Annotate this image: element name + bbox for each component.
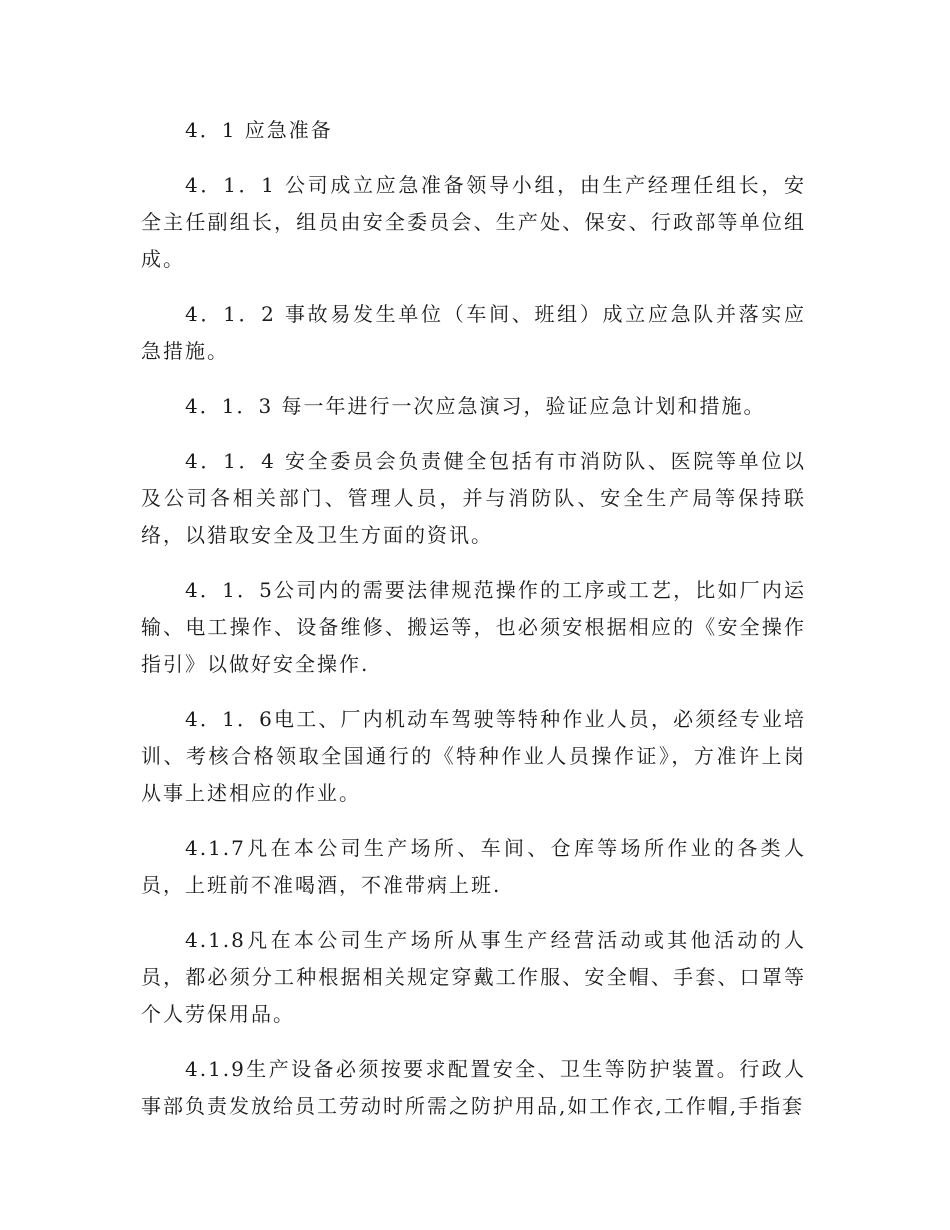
paragraph-4-1-2: 4．1．2 事故易发生单位（车间、班组）成立应急队并落实应急措施。 (141, 302, 806, 363)
paragraph-4-1-5: 4．1．5公司内的需要法律规范操作的工序或工艺，比如厂内运输、电工操作、设备维修、搬运等，也必须安根据相应的《安全操作指引》以做好安全操作. (141, 578, 806, 676)
paragraph-4-1-6: 4．1．6电工、厂内机动车驾驶等特种作业人员，必须经专业培训、考核合格领取全国通行的《特种作业人员操作证》，方准许上岗从事上述相应的作业。 (141, 707, 806, 805)
paragraph-4-1-4: 4．1．4 安全委员会负责健全包括有市消防队、医院等单位以及公司各相关部门、管理人员，并与消防队、安全生产局等保持联络，以猎取安全及卫生方面的资讯。 (141, 449, 806, 547)
section-heading: 4．1 应急准备 (185, 118, 333, 142)
paragraph-4-1-7: 4.1.7凡在本公司生产场所、车间、仓库等场所作业的各类人员，上班前不准喝酒，不准带病上班. (141, 836, 806, 897)
document-body (141, 112, 806, 1143)
paragraph-4-1-9: 4.1.9生产设备必须按要求配置安全、卫生等防护装置。行政人事部负责发放给员工劳动时所需之防护用品,如工作衣,工作帽,手指套 (141, 1057, 806, 1118)
paragraph-4-1-8: 4.1.8凡在本公司生产场所从事生产经营活动或其他活动的人员，都必须分工种根据相关规定穿戴工作服、安全帽、手套、口罩等个人劳保用品。 (141, 928, 806, 1026)
paragraph-4-1-3: 4．1．3 每一年进行一次应急演习，验证应急计划和措施。 (185, 394, 766, 418)
paragraph-4-1-1: 4．1．1 公司成立应急准备领导小组，由生产经理任组长，安全主任副组长，组员由安全委员会、生产处、保安、行政部等单位组成。 (141, 173, 806, 271)
